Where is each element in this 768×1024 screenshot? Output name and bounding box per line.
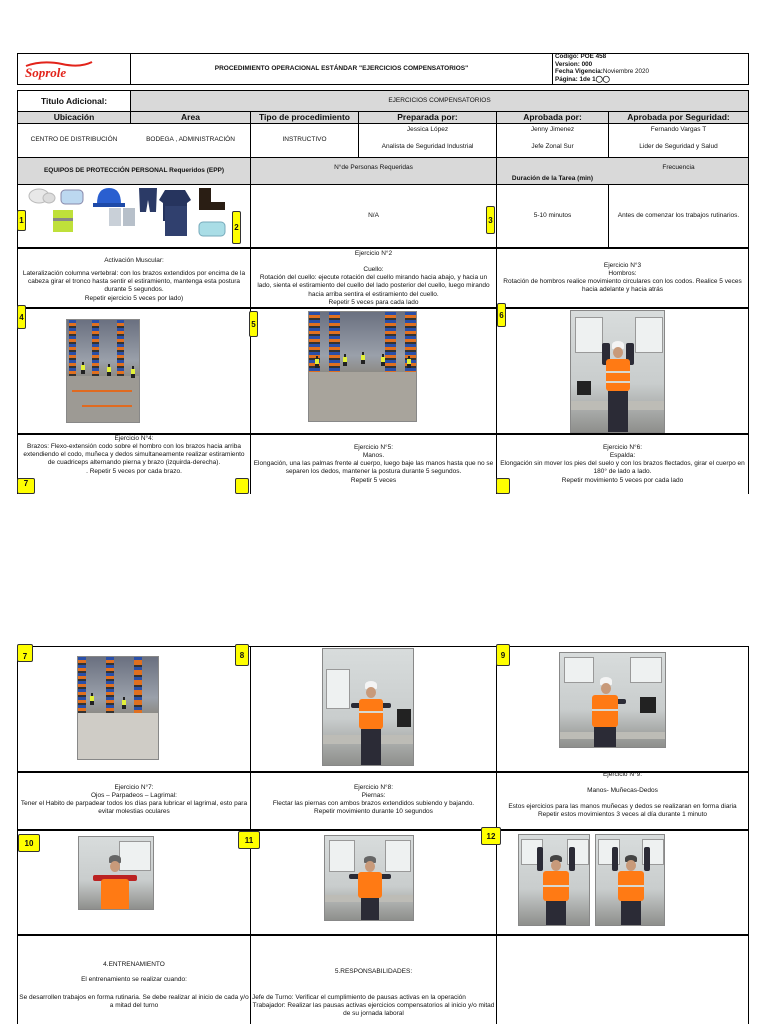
marker-8: 8 [235,644,249,666]
col-area: Area [181,111,200,122]
exercise-3-text: Ejercicio N°3 Hombros: Rotación de hombros realice movimiento circulares con los codos. Realice 5 veces hacia adelante y hacia atrás [503,262,742,294]
col-seguridad: Aprobada por Seguridad: [627,111,730,122]
ubicacion-value: CENTRO DE DISTRIBUCIÓN [30,136,118,144]
doc-page: Página: 1de 1◯◯ [555,76,610,84]
tipo-value: INSTRUCTIVO [282,136,327,144]
marker-1: 1 [17,210,26,231]
exercise-5-text: Ejercicio N°5: Manos. Elongación, una las palmas frente al cuerpo, luego baje las manos hasta que no se separen los dedos, mantener la postura durante 5 segundos. Repetir 5 veces [253,444,494,484]
exercise-6-text: Ejercicio N°6: Espalda: Elongación sin mover los pies del suelo y con los brazos flectados, girar el cuerpo en 180° de lado a lado. Repetir movimiento 5 veces por cada lado [500,444,745,484]
glasses-icon [61,190,83,204]
training-title: 4.ENTRENAMIENTO [103,961,165,968]
helmet-icon [93,188,125,207]
marker-4: 4 [17,305,26,329]
doc-version: Version: 000 [555,60,593,68]
exercise-8-text: Ejercicio N°8: Piernas: Flectar las piernas con ambos brazos extendidos subiendo y bajando. Repetir movimiento durante 10 segundos [272,784,475,816]
marker-10: 10 [18,834,40,852]
photo-exercise-12a [518,834,590,926]
marker-9-top [496,478,510,494]
doc-meta [555,53,745,84]
col-aprobada: Aprobada por: [523,111,582,122]
aprobada-cargo: Jefe Zonal Sur [531,143,574,150]
responsibilities-title: 5.RESPONSABILIDADES: [334,968,413,975]
frecuencia-header: Frecuencia [662,163,695,171]
duracion-value: 5-10 minutos [533,211,572,219]
gloves-icon [109,208,135,226]
photo-exercise-7 [77,656,159,760]
exercise-9-text: Ejercicio N°9: Manos- Muñecas-Dedos Estos ejercicios para las manos muñecas y dedos se realizaran en forma diaria Repetir estos movimientos 3 veces al día durante 1 minuto [508,771,737,819]
preparada-cargo: Analista de Seguridad Industrial [381,143,474,150]
exercise-2-text: Ejercicio N°2 Cuello: Rotación del cuello: ejecute rotación del cuello mirando hacia abajo, y hacia un lado, sienta el estiramiento del cuello del lado posterior del cuello, luego mirando hacia arriba sentira el estiramiento del cuello. Repetir 5 veces para cada lado [257,250,490,306]
mask-icon [199,222,225,236]
duracion-header: Duración de la Tarea (min) [511,175,594,182]
photo-exercise-9 [559,652,666,748]
photo-exercise-11 [324,835,414,921]
doc-date: Fecha Vigencia:Noviembre 2020 [555,68,650,76]
svg-text:Soprole: Soprole [25,65,67,80]
personas-value: N/A [368,211,379,219]
training-section [19,961,249,1011]
vest-icon [53,210,73,232]
exercise-4-text: Ejercicio N°4: Brazos: Flexo-extensión codo sobre el hombro con los brazos hacia arriba extendiendo el codo, muñeca y dedos simultaneamente realizar estiramiento de cuadriceps alternando pierna y brazo (izquirda-derecha). . Repetir 5 veces por cada brazo. [23,435,245,475]
coveralls-icon [165,206,187,236]
titulo-value: EJERCICIOS COMPENSATORIOS [388,96,491,104]
titulo-label: Titulo Adicional: [40,95,108,106]
preparada-nombre: Jessica López [406,126,449,133]
col-ubicacion: Ubicación [53,111,95,122]
marker-2: 2 [232,211,241,244]
epp-images [27,186,233,242]
personas-header: N°de Personas Requeridas [334,163,413,171]
marker-6: 6 [497,303,506,327]
training-body: Se desarrollen trabajos en forma rutinaria. Se debe realizar al inicio de cada y/o a mitad del turno [19,994,249,1010]
document-title: PROCEDIMIENTO OPERACIONAL ESTÁNDAR "EJERCICIOS COMPENSATORIOS" [214,64,469,72]
aprobada-nombre: Jenny Jimenez [530,126,575,133]
area-value: BODEGA , ADMINISTRACIÓN [146,136,235,144]
marker-7-top: 7 [17,478,35,494]
marker-9: 9 [496,644,510,666]
responsibilities-section [252,968,495,1019]
marker-5: 5 [249,311,258,337]
photo-exercise-5 [308,311,417,422]
seguridad-cargo: Lider de Seguridad y Salud [639,143,718,150]
pants-icon [139,188,157,212]
resp-jefe: Jefe de Turno: Verificar el cumplimiento de pausas activas en la operación [252,994,466,1002]
photo-exercise-4 [66,319,140,423]
photo-exercise-6 [570,310,665,433]
soprole-logo [22,60,94,80]
marker-3: 3 [486,206,495,234]
resp-trabajador: Trabajador: Realizar las pausas activas ejercicios compensatorios al inicio y/o mitad de su jornada laboral [252,1002,495,1018]
photo-exercise-10 [78,836,154,910]
photo-exercise-12b [595,834,665,926]
col-tipo: Tipo de procedimiento [259,111,350,122]
exercise-7-text: Ejercicio N°7: Ojos – Parpadeos – Lagrimal: Tener el Habito de parpadear todos los días para lubricar el lagrimal, esto para evitar molestias oculares [20,784,248,816]
epp-header: EQUIPOS DE PROTECCIÓN PERSONAL Requeridos (EPP) [43,166,225,174]
seguridad-nombre: Fernando Vargas T [650,126,707,133]
marker-12: 12 [481,827,501,845]
marker-8-top [235,478,249,494]
marker-7: 7 [17,644,33,662]
training-sub: El entrenamiento se realizar cuando: [81,976,187,984]
marker-11: 11 [238,831,260,849]
exercise-1-text: Activación Muscular: Lateralización columna vertebral: con los brazos extendidos por encima de la cabeza girar el tronco hasta sentir el estiramiento, mantenga esta postura durante 5 segundos. Repetir ejercicio 5 veces por lado) [22,257,246,302]
frecuencia-value: Antes de comenzar los trabajos rutinarios. [617,211,740,219]
doc-code: Codigo: POE 458 [555,53,607,60]
col-preparada: Preparada por: [397,111,458,122]
earplugs-icon [29,189,55,203]
boots-icon [199,188,225,210]
photo-exercise-8 [322,648,414,766]
